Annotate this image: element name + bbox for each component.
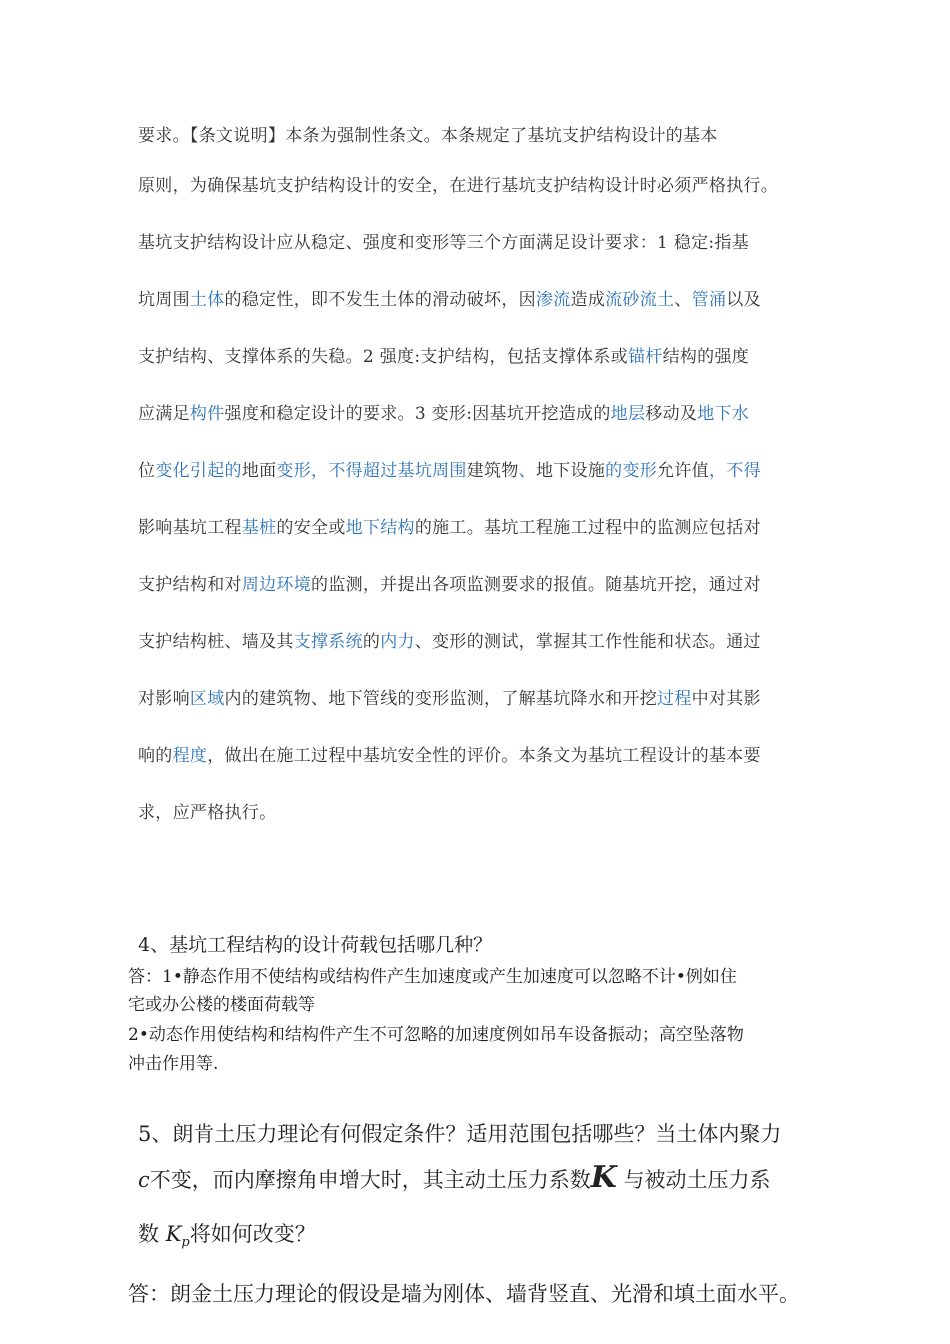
- term-link[interactable]: 过程: [657, 689, 692, 709]
- paragraph-text: 的监测，并提出各项监测要求的报值。随基坑开挖，通过对: [311, 575, 761, 595]
- phi-symbol: 申: [317, 1168, 339, 1192]
- term-link[interactable]: 区域: [189, 689, 225, 709]
- term-link[interactable]: 、: [518, 461, 536, 481]
- paragraph-text: 影响基坑工程: [138, 518, 242, 538]
- term-link[interactable]: 构件: [189, 404, 225, 424]
- answer-4-line: 冲击作用等.: [128, 1054, 219, 1074]
- question-5-line1: 5、朗肯土压力理论有何假定条件？适用范围包括哪些？当土体内聚力: [138, 1122, 782, 1146]
- k-symbol: K: [590, 1160, 617, 1195]
- paragraph-text: 要求。【条文说明】本条为强制性条文。本条规定了基坑支护结构设计的基本: [138, 126, 718, 146]
- term-link[interactable]: 地下结构: [345, 518, 415, 538]
- paragraph-text: 的安全或: [276, 518, 346, 538]
- term-link[interactable]: 地层: [610, 404, 646, 424]
- term-link[interactable]: 变化引起的: [155, 461, 242, 481]
- paragraph-line: [138, 342, 749, 367]
- paragraph-text: 支护结构桩、墙及其: [138, 632, 294, 652]
- term-link[interactable]: 的变形: [605, 461, 658, 481]
- paragraph-text: 坑周围: [138, 290, 190, 310]
- paragraph-line: [138, 684, 761, 709]
- answer-5: 答：朗金土压力理论的假设是墙为刚体、墙背竖直、光滑和填土面水平。: [128, 1282, 800, 1306]
- paragraph-text: 应满足: [138, 404, 190, 424]
- paragraph-text: 支护结构、支撑体系的失稳。2 强度:支护结构，包括支撑体系或: [138, 347, 628, 367]
- q5-text: 增大时，其主动土压力系数: [338, 1168, 591, 1192]
- answer-4-line: 答：1•静态作用不使结构或结构件产生加速度或产生加速度可以忽略不计•例如住: [128, 967, 737, 987]
- answer-4-line: 2•动态作用使结构和结构件产生不可忽略的加速度例如吊车设备振动；高空坠落物: [128, 1025, 744, 1045]
- paragraph-text: 内的建筑物、地下管线的变形监测，了解基坑降水和开挖: [224, 689, 658, 709]
- paragraph-line: [138, 456, 761, 481]
- paragraph-text: 地下设施: [535, 461, 606, 481]
- paragraph-line: [138, 570, 761, 595]
- term-link[interactable]: 锚杆: [627, 347, 663, 367]
- answer-4-line: 宅或办公楼的楼面荷载等: [128, 995, 315, 1015]
- paragraph-text: 支护结构和对: [138, 575, 242, 595]
- paragraph-text: 、: [674, 290, 692, 310]
- kp-symbol: $K_p$: [165, 1222, 190, 1251]
- term-link[interactable]: 周边环境: [241, 575, 312, 595]
- paragraph-text: 允许值: [657, 461, 709, 481]
- paragraph-text: 地面: [241, 461, 277, 481]
- paragraph-text: 对影响: [138, 689, 190, 709]
- paragraph-line: [138, 228, 749, 253]
- paragraph-text: 强度和稳定设计的要求。3 变形:因基坑开挖造成的: [224, 404, 611, 424]
- term-link[interactable]: 支撑系统: [293, 632, 363, 652]
- paragraph-text: 造成: [570, 290, 606, 310]
- q5-text: 数: [138, 1222, 159, 1246]
- paragraph-text: 以及: [726, 290, 761, 310]
- paragraph-text: 的稳定性，即不发生土体的滑动破坏，因: [224, 290, 536, 310]
- paragraph-text: 移动及: [645, 404, 698, 424]
- paragraph-text: 的施工。基坑工程施工过程中的监测应包括对: [414, 518, 761, 538]
- term-link[interactable]: 基桩: [241, 518, 277, 538]
- q5-text: 将如何改变？: [189, 1222, 316, 1246]
- question-4: 4、基坑工程结构的设计荷载包括哪几种？: [138, 934, 493, 956]
- term-link[interactable]: 渗流: [535, 290, 571, 310]
- paragraph-line: [138, 399, 749, 424]
- term-link[interactable]: 变形，不得超过基坑周围: [276, 461, 467, 481]
- paragraph-line: [138, 285, 761, 310]
- paragraph-text: 建筑物: [466, 461, 519, 481]
- paragraph-text: 结构的强度: [662, 347, 750, 367]
- q5-text: 与被动土压力系: [623, 1168, 771, 1192]
- paragraph-line: [138, 798, 276, 823]
- term-link[interactable]: 土体: [189, 290, 225, 310]
- paragraph-text: 中对其影: [691, 689, 761, 709]
- question-5-line2: [138, 1160, 771, 1195]
- term-link[interactable]: 地下水: [697, 404, 750, 424]
- paragraph-text: 求，应严格执行。: [138, 803, 277, 823]
- paragraph-line: [138, 513, 761, 538]
- paragraph-text: 原则，为确保基坑支护结构设计的安全，在进行基坑支护结构设计时必须严格执行。: [138, 176, 779, 196]
- paragraph-text: 响的: [138, 746, 173, 766]
- term-link[interactable]: 程度: [172, 746, 208, 766]
- term-link[interactable]: 内力: [380, 632, 415, 652]
- paragraph-line: [138, 171, 778, 196]
- question-5-line3: [138, 1218, 316, 1250]
- paragraph-text: 的: [362, 632, 381, 652]
- paragraph-text: 、变形的测试，掌握其工作性能和状态。通过: [414, 632, 761, 652]
- paragraph-line: [138, 741, 761, 766]
- term-link[interactable]: 流砂流土: [605, 290, 675, 310]
- paragraph-line: [138, 121, 718, 146]
- paragraph-text: ，做出在施工过程中基坑安全性的评价。本条文为基坑工程设计的基本要: [207, 746, 761, 766]
- term-link[interactable]: ，不得: [708, 461, 761, 481]
- paragraph-line: [138, 627, 761, 652]
- paragraph-text: 位: [138, 461, 156, 481]
- q5-text: 不变，而内摩擦角: [149, 1168, 318, 1192]
- paragraph-text: 基坑支护结构设计应从稳定、强度和变形等三个方面满足设计要求：1 稳定:指基: [138, 233, 750, 253]
- term-link[interactable]: 管涌: [691, 290, 727, 310]
- cohesion-symbol: c: [138, 1168, 150, 1192]
